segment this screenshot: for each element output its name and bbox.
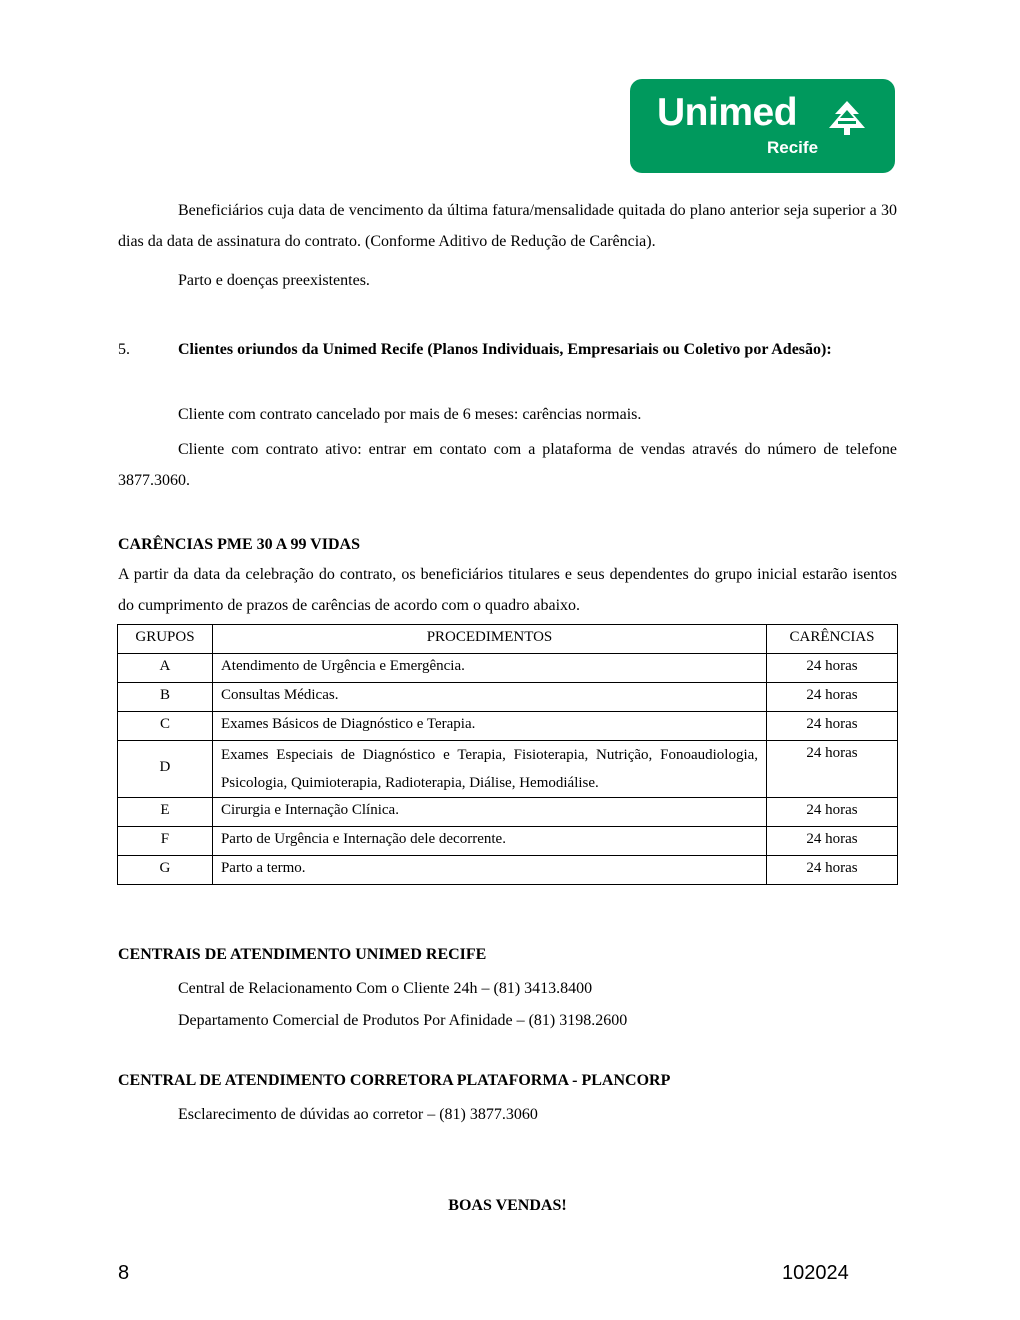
cell-grupo: B <box>118 683 213 712</box>
cell-carencia: 24 horas <box>767 683 898 712</box>
cell-grupo: E <box>118 798 213 827</box>
table-row <box>118 827 898 856</box>
table-row <box>118 712 898 741</box>
table-header-row <box>118 625 898 654</box>
carencias-intro: A partir da data da celebração do contrato, os beneficiários titulares e seus dependentes do grupo inicial estarão isentos do cumprimento de prazos de carências de acordo com o quadro abaixo. <box>118 566 897 614</box>
section-5-title: Clientes oriundos da Unimed Recife (Planos Individuais, Empresariais ou Coletivo por Adesão): <box>178 341 832 358</box>
intro-item-2: Parto e doenças preexistentes. <box>178 272 370 289</box>
plancorp-title: CENTRAL DE ATENDIMENTO CORRETORA PLATAFORMA - PLANCORP <box>118 1072 671 1089</box>
logo-wordmark: Unimed <box>657 91 798 134</box>
cell-procedimento: Cirurgia e Internação Clínica. <box>212 798 766 827</box>
logo-city: Recife <box>767 138 819 157</box>
cell-grupo: D <box>118 741 213 798</box>
table-row <box>118 856 898 885</box>
cell-carencia: 24 horas <box>767 654 898 683</box>
cell-carencia: 24 horas <box>767 856 898 885</box>
header-grupos: GRUPOS <box>118 625 213 654</box>
cell-procedimento: Parto de Urgência e Internação dele decorrente. <box>212 827 766 856</box>
cell-grupo: F <box>118 827 213 856</box>
closing-text: BOAS VENDAS! <box>448 1197 567 1214</box>
cell-carencia: 24 horas <box>767 798 898 827</box>
cell-grupo: G <box>118 856 213 885</box>
intro-item-1: Beneficiários cuja data de vencimento da última fatura/mensalidade quitada do plano anterior seja superior a 30 dias da data de assinatura do contrato. (Conforme Aditivo de Redução de Carência). <box>118 202 897 250</box>
cell-procedimento: Consultas Médicas. <box>212 683 766 712</box>
section-5-number: 5. <box>118 341 130 358</box>
unimed-tree-icon <box>824 101 870 135</box>
centrais-title: CENTRAIS DE ATENDIMENTO UNIMED RECIFE <box>118 946 487 963</box>
table-row <box>118 741 898 798</box>
cell-grupo: C <box>118 712 213 741</box>
cell-procedimento: Parto a termo. <box>212 856 766 885</box>
carencias-title: CARÊNCIAS PME 30 A 99 VIDAS <box>118 536 360 553</box>
table-row <box>118 654 898 683</box>
cell-procedimento: Atendimento de Urgência e Emergência. <box>212 654 766 683</box>
central-item-1: Central de Relacionamento Com o Cliente 24h – (81) 3413.8400 <box>178 980 593 997</box>
table-row <box>118 683 898 712</box>
page-number: 8 <box>118 1262 130 1284</box>
header-carencias: CARÊNCIAS <box>767 625 898 654</box>
central-item-2: Departamento Comercial de Produtos Por Afinidade – (81) 3198.2600 <box>178 1012 628 1029</box>
cell-procedimento: Exames Especiais de Diagnóstico e Terapia, Fisioterapia, Nutrição, Fonoaudiologia, Psicologia, Quimioterapia, Radioterapia, Diálise, Hemodiálise. <box>212 741 766 798</box>
carencias-table <box>117 624 898 885</box>
table-row <box>118 798 898 827</box>
cell-carencia: 24 horas <box>767 741 898 798</box>
unimed-recife-logo <box>630 79 895 173</box>
cell-carencia: 24 horas <box>767 712 898 741</box>
document-code: 102024 <box>782 1262 849 1284</box>
cell-grupo: A <box>118 654 213 683</box>
cell-procedimento: Exames Básicos de Diagnóstico e Terapia. <box>212 712 766 741</box>
cell-carencia: 24 horas <box>767 827 898 856</box>
section-5-item-1: Cliente com contrato cancelado por mais de 6 meses: carências normais. <box>178 406 642 423</box>
header-procedimentos: PROCEDIMENTOS <box>212 625 766 654</box>
plancorp-item-1: Esclarecimento de dúvidas ao corretor – (81) 3877.3060 <box>178 1106 538 1123</box>
section-5-item-2: Cliente com contrato ativo: entrar em contato com a plataforma de vendas através do número de telefone 3877.3060. <box>118 441 897 489</box>
